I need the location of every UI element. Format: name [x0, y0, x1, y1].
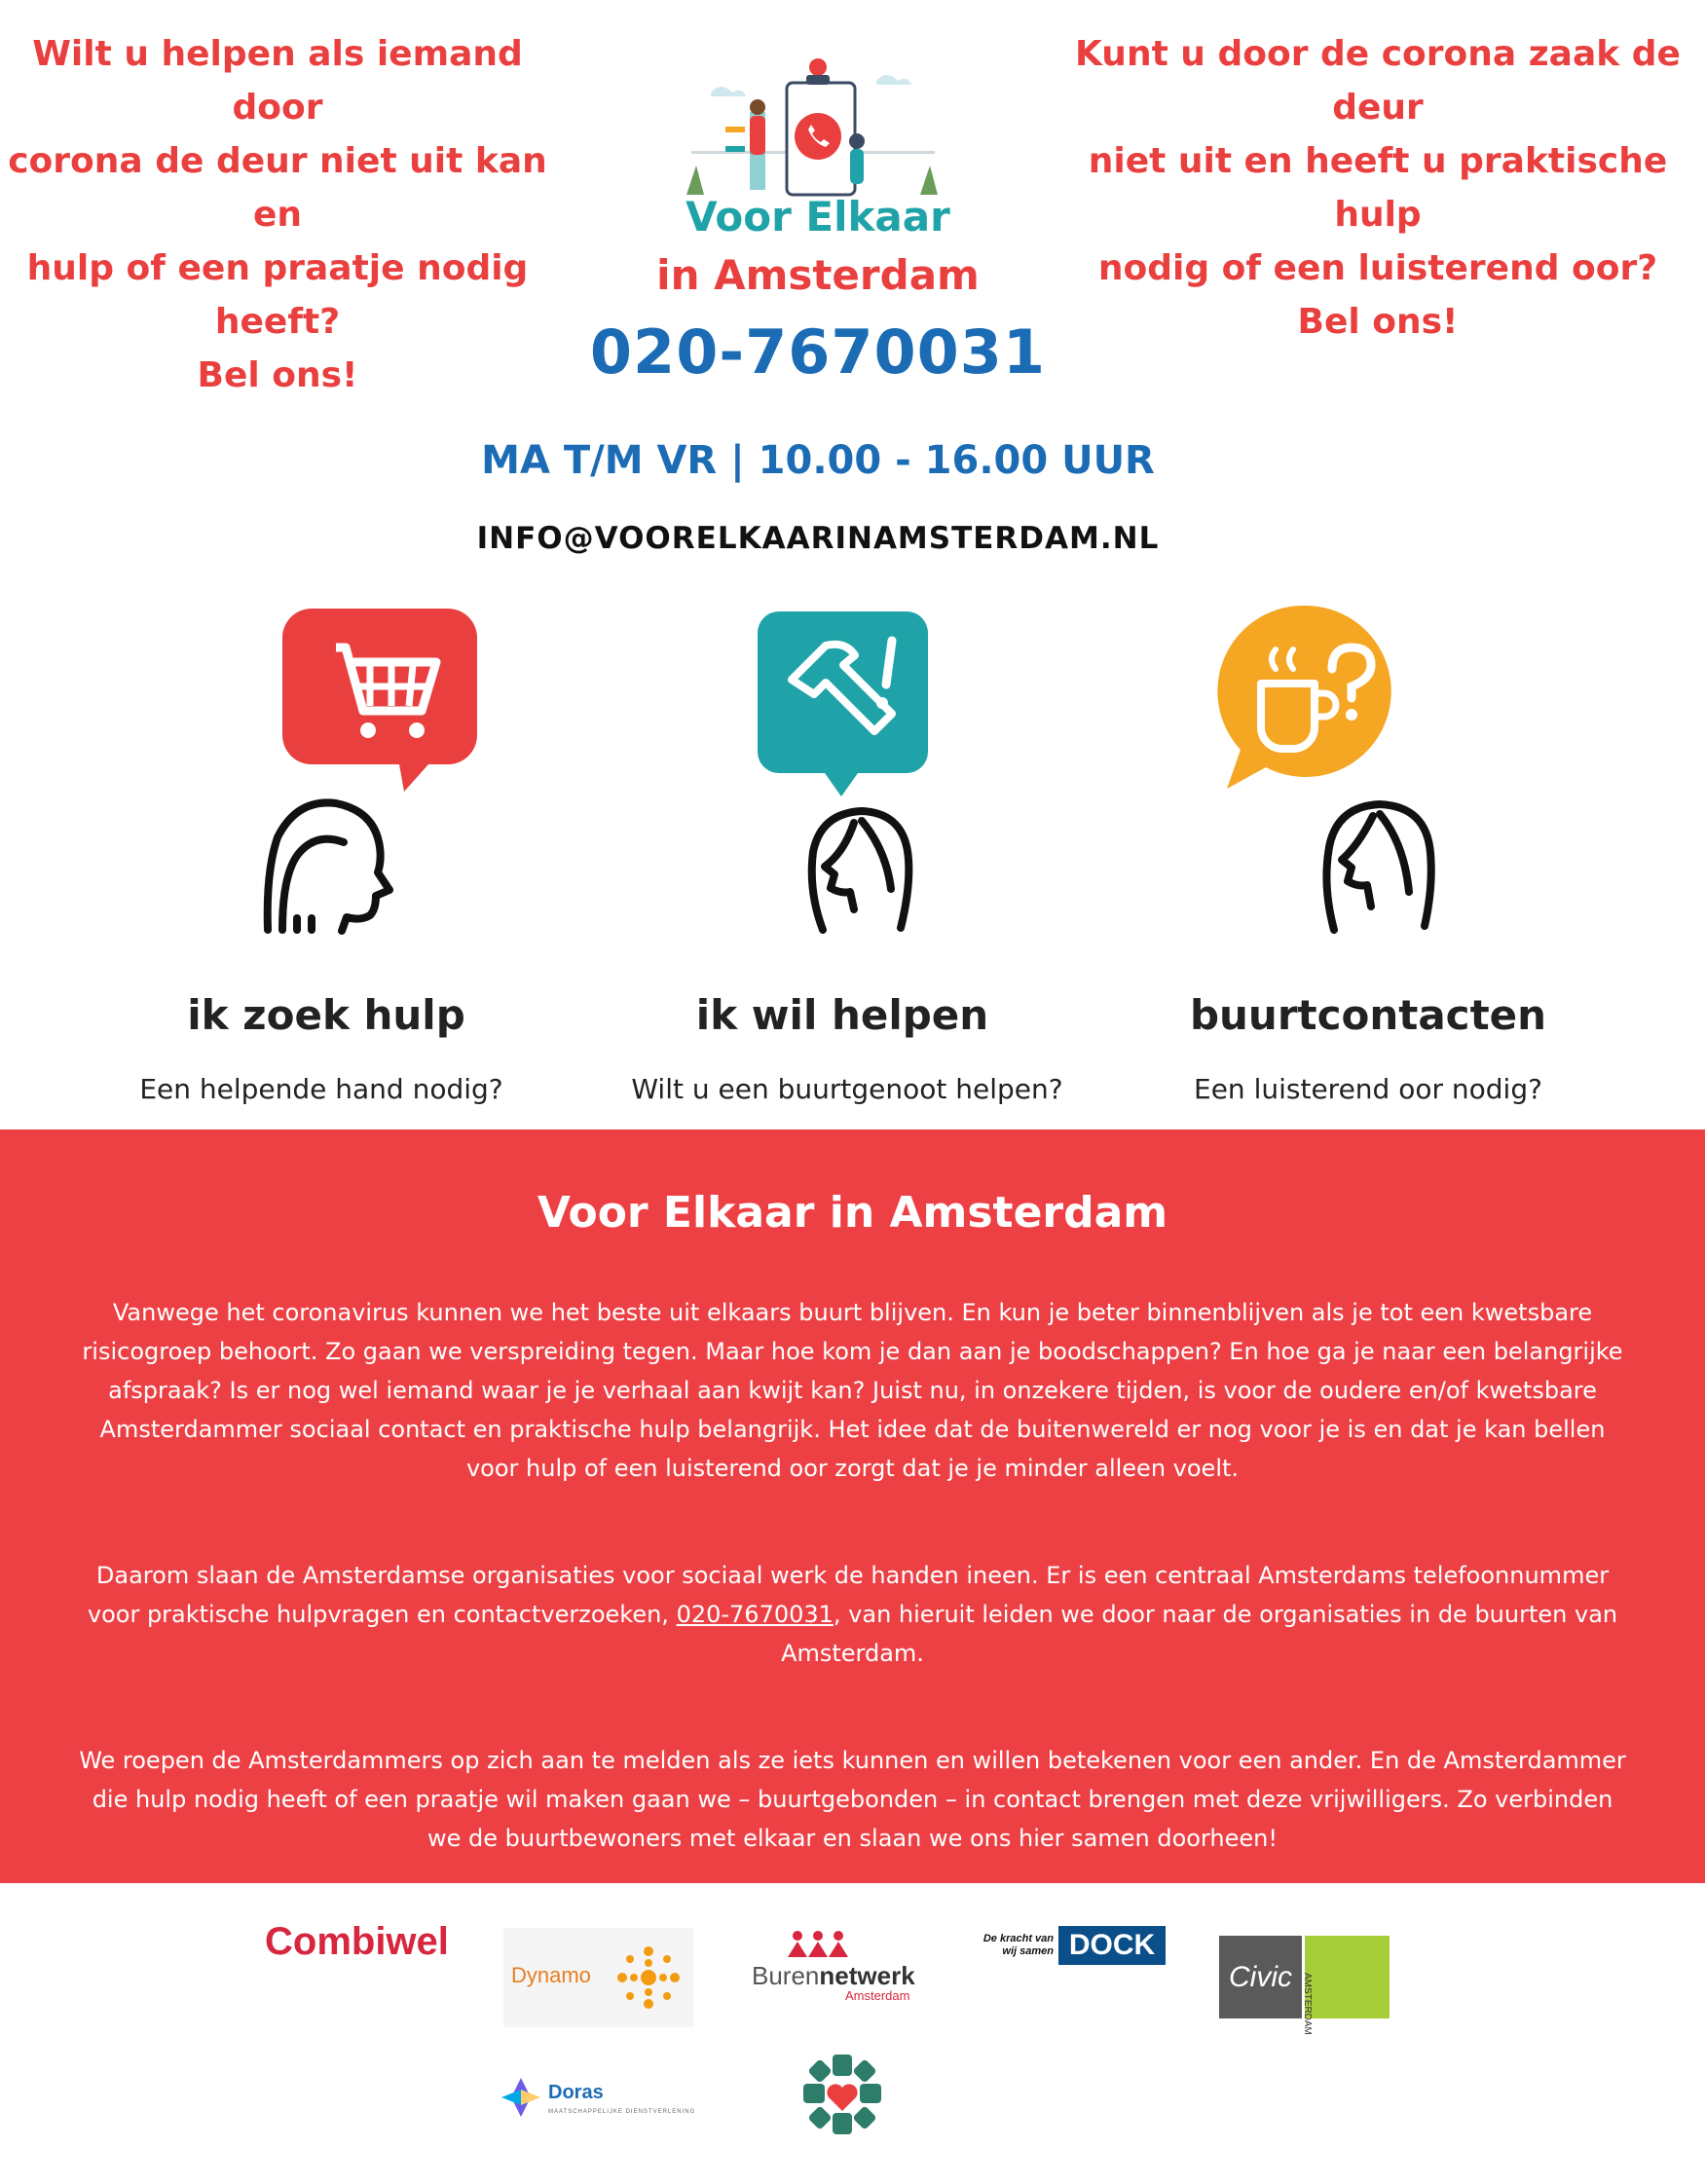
person-icon [803, 803, 920, 940]
brand-title-line2: in Amsterdam [656, 251, 980, 299]
people-network-icon [784, 1930, 852, 1959]
logo-burennetwerk-sub: Amsterdam [845, 1988, 910, 2003]
coffee-cup-icon [1217, 606, 1392, 796]
heart-puzzle-icon[interactable] [803, 2054, 881, 2134]
column-title-neighbour-contacts[interactable]: buurtcontacten [1189, 991, 1547, 1039]
logo-civic-side: AMSTERDAM [1302, 1973, 1313, 2035]
logo-combiwel[interactable]: Combiwel [265, 1920, 449, 1963]
logo-burennetwerk[interactable] [752, 1961, 915, 1991]
logo-dynamo-box[interactable] [503, 1928, 693, 2027]
hammer-icon [758, 611, 928, 796]
band-paragraph-2-end: , van hieruit leiden we door naar de organisaties in de buurten van Amsterdam. [781, 1601, 1618, 1667]
column-title-want-to-help[interactable]: ik wil helpen [695, 991, 989, 1039]
band-phone-link[interactable]: 020-7670031 [676, 1601, 834, 1628]
logo-doras[interactable]: Doras [548, 2082, 604, 2103]
sun-icon [612, 1942, 685, 2014]
email-link[interactable]: INFO@VOORELKAARINAMSTERDAM.NL [476, 521, 1160, 556]
column-subtitle-seek-help: Een helpende hand nodig? [139, 1073, 503, 1105]
shopping-cart-icon [282, 609, 487, 798]
person-icon [258, 794, 394, 940]
opening-hours: MA T/M VR | 10.00 - 16.00 UUR [481, 438, 1155, 483]
band-paragraph-3: We roepen de Amsterdammers op zich aan te melden als ze iets kunnen en willen betekenen voor een ander. En de Amsterdammer die hulp nodig heeft of een praatje wil maken gaan we – buurtgebonden – in contact brengen met deze vrijwilligers. Zo verbinden we de buurtbewoners met elkaar en slaan we ons hier samen doorheen! [79, 1747, 1626, 1852]
band-paragraph-1: Vanwege het coronavirus kunnen we het beste uit elkaars buurt blijven. En kun je beter binnenblijven als je tot een kwetsbare risicogroep behoort. Zo gaan we verspreiding tegen. Maar hoe kom je dan aan je boodschappen? En hoe ga je naar een belangrijke afspraak? Is er nog wel iemand waar je je verhaal aan kwijt kan? Juist nu, in onzekere tijden, is voor de oudere en/of kwetsbare Amsterdammer sociaal contact en praktische hulp belangrijk. Het idee dat de buitenwereld er nog voor je is en dat je kan bellen voor hulp of een luisterend oor zorgt dat je je minder alleen voelt. [82, 1299, 1623, 1482]
logo-dock[interactable]: DOCK [1058, 1926, 1166, 1965]
band-paragraph-2 [73, 1556, 1632, 1673]
phone-number[interactable]: 020-7670031 [589, 316, 1047, 388]
band-title: Voor Elkaar in Amsterdam [537, 1188, 1168, 1238]
brand-title-line1: Voor Elkaar [686, 193, 950, 241]
band-paragraph-2-start: Daarom slaan de Amsterdamse organisaties voor sociaal werk de handen ineen. Er is een centraal Amsterdams telefoonnummer voor praktische hulpvragen en contactverzoeken, [87, 1562, 1610, 1628]
person-icon [1319, 798, 1441, 940]
logo-civic-box[interactable] [1219, 1936, 1390, 2035]
logo-dock-tag: De kracht van wij samen [982, 1933, 1054, 1957]
doras-icon [500, 2076, 542, 2119]
civic-accent [1305, 1936, 1390, 2018]
column-title-seek-help[interactable]: ik zoek hulp [187, 991, 465, 1039]
column-subtitle-neighbour-contacts: Een luisterend oor nodig? [1194, 1073, 1542, 1105]
column-subtitle-want-to-help: Wilt u een buurtgenoot helpen? [631, 1073, 1063, 1105]
logo-dynamo: Dynamo [511, 1963, 591, 1987]
logo-burennetwerk-part1: Buren [752, 1961, 820, 1990]
right-callout: Kunt u door de corona zaak de deur niet uit en heeft u praktische hulp nodig of een luisterend oor? Bel ons! [1075, 34, 1681, 342]
left-callout: Wilt u helpen als iemand door corona de deur niet uit kan en hulp of een praatje nodig heeft? Bel ons! [8, 34, 547, 395]
brand-illustration [672, 54, 954, 200]
logo-doras-sub: MAATSCHAPPELIJKE DIENSTVERLENING [548, 2109, 696, 2115]
logo-civic: Civic [1219, 1936, 1302, 2018]
logo-burennetwerk-part2: netwerk [819, 1961, 915, 1990]
